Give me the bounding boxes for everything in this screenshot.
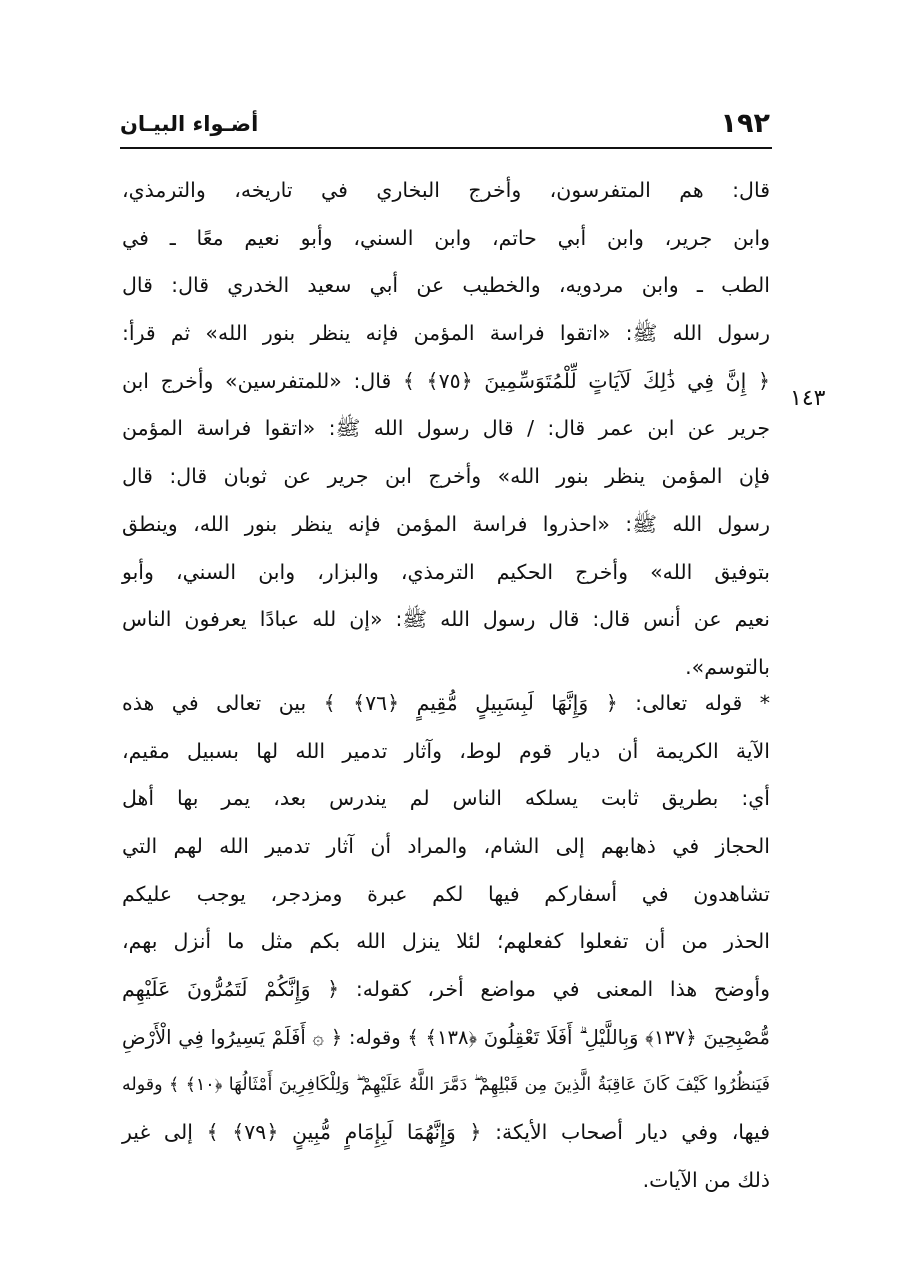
text-line: الحجاز في ذهابهم إلى الشام، والمراد أن آثار تدمير الله لهم التي (122, 834, 770, 859)
text-line: قال: هم المتفرسون، وأخرج البخاري في تاريخه، والترمذي، (122, 178, 770, 202)
text-line: الطب ـ وابن مردويه، والخطيب عن أبي سعيد الخدري قال: قال (122, 273, 770, 298)
text-line: رسول الله ﷺ: «احذروا فراسة المؤمن فإنه ينظر بنور الله، وينطق (122, 511, 770, 536)
header-rule (120, 147, 772, 149)
text-line: وابن جرير، وابن أبي حاتم، وابن السني، وأبو نعيم معًا ـ في (122, 225, 770, 250)
text-line-quran-verse: * قوله تعالى: ﴿ وَإِنَّهَا لَبِسَبِيلٍ مُّقِيمٍ ﴿٧٦﴾ ﴾ بين تعالى في هذه (122, 691, 771, 715)
margin-volume-page-marker: ١٤٣ (790, 386, 826, 411)
text-line: أي: بطريق ثابت يسلكه الناس لم يندرس بعد، يمر بها أهل (122, 786, 770, 811)
text-line: الحذر من أن تفعلوا كفعلهم؛ لئلا ينزل الله بكم مثل ما أنزل بهم، (122, 929, 770, 954)
text-line-quran-verse: مُّصْبِحِينَ ﴿١٣٧﴾ وَبِاللَّيْلِ ۗ أَفَلَا تَعْقِلُونَ ﴿١٣٨﴾ ﴾ وقوله: ﴿ ۞ أَفَلَمْ يَسِيرُوا فِي الْأَرْضِ (122, 1025, 770, 1049)
text-line: رسول الله ﷺ: «اتقوا فراسة المؤمن فإنه ينظر بنور الله» ثم قرأ: (122, 321, 770, 346)
text-line: جرير عن ابن عمر قال: / قال رسول الله ﷺ: «اتقوا فراسة المؤمن (122, 416, 770, 441)
text-line-last: ذلك من الآيات. (642, 1167, 770, 1192)
text-line: تشاهدون في أسفاركم فيها لكم عبرة ومزدجر، يوجب عليكم (122, 881, 770, 906)
text-line-quran-verse: فيها، وفي ديار أصحاب الأيكة: ﴿ وَإِنَّهُمَا لَبِإِمَامٍ مُّبِينٍ ﴿٧٩﴾ ﴾ إلى غير (122, 1120, 770, 1145)
text-line: بتوفيق الله» وأخرج الحكيم الترمذي، والبزار، وابن السني، وأبو (122, 559, 770, 584)
text-line: نعيم عن أنس قال: قال رسول الله ﷺ: «إن لله عبادًا يعرفون الناس (122, 607, 770, 632)
paragraph-verse-commentary (122, 680, 770, 1205)
text-line-quran-verse: فَيَنظُرُوا كَيْفَ كَانَ عَاقِبَةُ الَّذِينَ مِن قَبْلِهِمْ ۖ دَمَّرَ اللَّهُ عَلَيْهِمْ ۖ وَلِلْكَافِرِينَ أَمْثَالُهَا ﴿١٠﴾ ﴾ وقوله (122, 1074, 770, 1095)
text-line-quran-verse: وأوضح هذا المعنى في مواضع أخر، كقوله: ﴿ وَإِنَّكُمْ لَتَمُرُّونَ عَلَيْهِم (122, 977, 770, 1002)
text-line-quran-verse: ﴿ إِنَّ فِي ذَٰلِكَ لَآيَاتٍ لِّلْمُتَوَسِّمِينَ ﴿٧٥﴾ ﴾ قال: «للمتفرسين» وأخرج ابن (122, 368, 770, 393)
book-title: أضـواء البيـان (120, 112, 259, 136)
text-line: الآية الكريمة أن ديار قوم لوط، وآثار تدمير الله لها بسبيل مقيم، (122, 738, 770, 763)
page-header (120, 108, 770, 148)
paragraph-physiognomy-hadith (122, 167, 770, 692)
page-number: ١٩٢ (720, 108, 770, 139)
text-line: فإن المؤمن ينظر بنور الله» وأخرج ابن جرير عن ثوبان قال: قال (122, 464, 770, 489)
text-line-last: بالتوسم». (685, 654, 770, 679)
